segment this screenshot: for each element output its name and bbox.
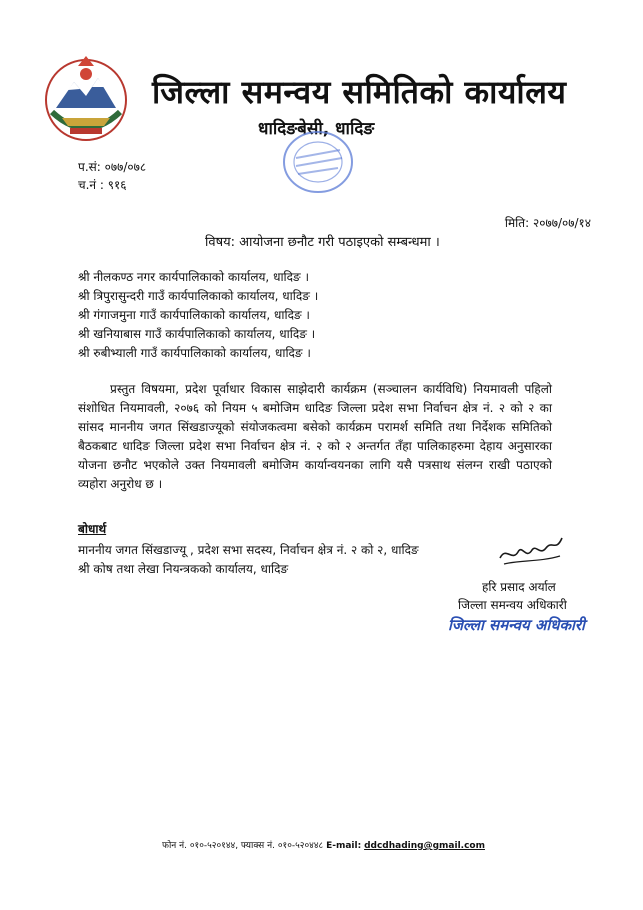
signatory-name: हरि प्रसाद अर्याल [482, 580, 556, 594]
nepal-emblem-icon [40, 52, 132, 144]
designation-stamp: जिल्ला समन्वय अधिकारी [448, 616, 585, 634]
letter-chalani-number: च.नं : ९१६ [78, 178, 127, 192]
addressee-line: श्री त्रिपुरासुन्दरी गाउँ कार्यपालिकाको कार्यालय, धादिङ । [78, 289, 319, 303]
footer-email-label: E-mail: [326, 841, 362, 851]
addressee-line: श्री रुबीभ्याली गाउँ कार्यपालिकाको कार्यालय, धादिङ । [78, 346, 311, 360]
letter-date: मिति: २०७७/०७/१४ [504, 216, 591, 230]
office-location: धादिङबेसी, धादिङ [258, 119, 375, 139]
office-seal-icon [272, 128, 356, 198]
addressee-line: श्री खनियाबास गाउँ कार्यपालिकाको कार्यालय, धादिङ । [78, 327, 316, 341]
addressee-line: श्री नीलकण्ठ नगर कार्यपालिकाको कार्यालय, धादिङ । [78, 270, 310, 284]
addressee-line: श्री गंगाजमुना गाउँ कार्यपालिकाको कार्यालय, धादिङ । [78, 308, 310, 322]
office-title: जिल्ला समन्वय समितिको कार्यालय [152, 73, 567, 111]
cc-item: माननीय जगत सिंखडाज्यू , प्रदेश सभा सदस्य, निर्वाचन क्षेत्र नं. २ को २, धादिङ [78, 543, 419, 557]
footer-contact [162, 838, 485, 851]
footer-phone: फोन नं. ०१०-५२०१४४, फ्याक्स नं. ०१०-५२०४४८ [162, 841, 324, 851]
letter-subject: विषय: आयोजना छनौट गरी पठाइएको सम्बन्धमा । [205, 235, 440, 250]
letter-ps-number: प.सं: ०७७/०७८ [78, 160, 147, 174]
signatory-designation: जिल्ला समन्वय अधिकारी [458, 598, 567, 612]
handwritten-signature-icon [496, 532, 568, 572]
cc-heading: बोधार्थ [78, 522, 107, 536]
letter-body: प्रस्तुत विषयमा, प्रदेश पूर्वाधार विकास साझेदारी कार्यक्रम (सञ्चालन कार्यविधि) नियमावली पहिलो संशोधित नियमावली, २०७६ को नियम ५ बमोजिम धादिङ जिल्ला प्रदेश सभा निर्वाचन क्षेत्र नं. २ को २ का सांसद माननीय जगत सिंखडाज्यूको संयोजकत्वमा बसेको कार्यक्रम परामर्श समिति तथा निर्देशक समितिको बैठकबाट धादिङ जिल्ला प्रदेश सभा निर्वाचन क्षेत्र नं. २ को २ अन्तर्गत तँहा पालिकाहरुमा देहाय अनुसारका योजना छनौट भएकोले उक्त नियमावली बमोजिम कार्यान्वयनका लागि यसै पत्रसाथ संलग्न राखी पठाएको व्यहोरा अनुरोध छ । [78, 382, 552, 491]
cc-item: श्री कोष तथा लेखा नियन्त्रकको कार्यालय, धादिङ [78, 562, 289, 576]
footer-email-link[interactable]: ddcdhading@gmail.com [364, 841, 485, 851]
